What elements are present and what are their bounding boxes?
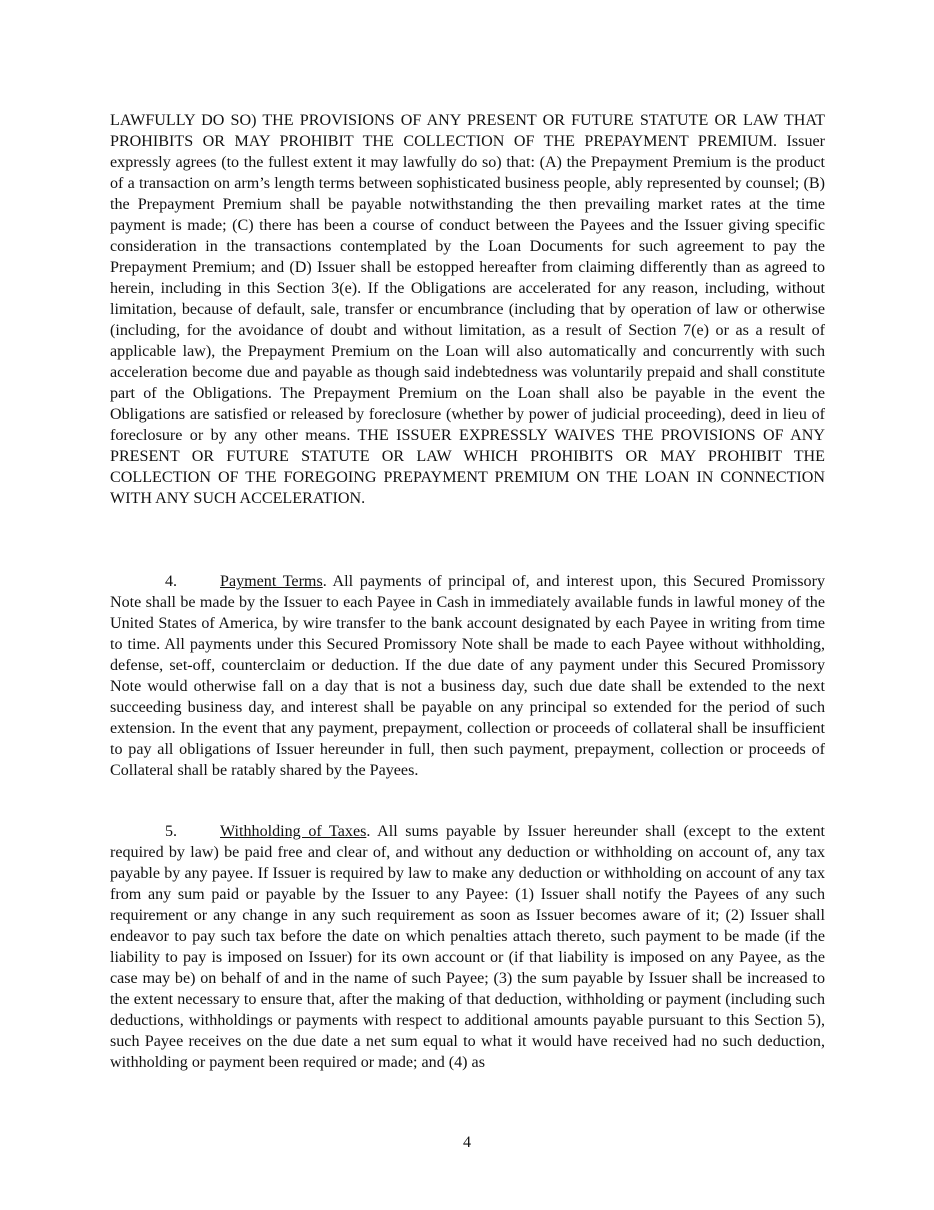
page-number: 4	[462, 1134, 472, 1151]
paragraph-prepayment-premium-continuation	[110, 110, 825, 509]
section-body: . All payments of principal of, and interest upon, this Secured Promissory Note shall be made by the Issuer to each Payee in Cash in immediately available funds in lawful money of the United States of America, by wire transfer to the bank account designated by each Payee in writing from time to time. All payments under this Secured Promissory Note shall be made to each Payee without withholding, defense, set-off, counterclaim or deduction. If the due date of any payment under this Secured Promissory Note would otherwise fall on a day that is not a business day, such due date shall be extended to the next succeeding business day, and interest shall be payable on any principal so extended for the period of such extension. In the event that any payment, prepayment, collection or proceeds of collateral shall be insufficient to pay all obligations of Issuer hereunder in full, then such payment, prepayment, collection or proceeds of Collateral shall be ratably shared by the Payees.	[110, 573, 825, 779]
section-5-withholding-of-taxes	[110, 821, 825, 1073]
section-number: 5.	[165, 823, 178, 840]
section-body: . All sums payable by Issuer hereunder shall (except to the extent required by law) be paid free and clear of, and without any deduction or withholding on account of, any tax payable by any payee. If Issuer is required by law to make any deduction or withholding on account of any tax from any sum paid or payable by the Issuer to any Payee: (1) Issuer shall notify the Payees of any such requirement or any change in any such requirement as soon as Issuer becomes aware of it; (2) Issuer shall endeavor to pay such tax before the date on which penalties attach thereto, such payment to be made (if the liability to pay is imposed on Issuer) for its own account or (if that liability is imposed on any Payee, as the case may be) on behalf of and in the name of such Payee; (3) the sum payable by Issuer shall be increased to the extent necessary to ensure that, after the making of that deduction, withholding or payment (including such deductions, withholdings or payments with respect to additional amounts payable pursuant to this Section 5), such Payee receives on the due date a net sum equal to what it would have received had no such deduction, withholding or payment been required or made; and (4) as	[110, 823, 825, 1071]
paragraph	[110, 821, 825, 1073]
paragraph-text: LAWFULLY DO SO) THE PROVISIONS OF ANY PRESENT OR FUTURE STATUTE OR LAW THAT PROHIBITS OR MAY PROHIBIT THE COLLECTION OF THE PREPAYMENT PREMIUM. Issuer expressly agrees (to the fullest extent it may lawfully do so) that: (A) the Prepayment Premium is the product of a transaction on arm’s length terms between sophisticated business people, ably represented by counsel; (B) the Prepayment Premium shall be payable notwithstanding the then prevailing market rates at the time payment is made; (C) there has been a course of conduct between the Payees and the Issuer giving specific consideration in the transactions contemplated by the Loan Documents for such agreement to pay the Prepayment Premium; and (D) Issuer shall be estopped hereafter from claiming differently than as agreed to herein, including in this Section 3(e). If the Obligations are accelerated for any reason, including, without limitation, because of default, sale, transfer or encumbrance (including that by operation of law or otherwise (including, for the avoidance of doubt and without limitation, as a result of Section 7(e) or as a result of applicable law), the Prepayment Premium on the Loan will also automatically and concurrently with such acceleration become due and payable as though said indebtedness was voluntarily prepaid and shall constitute part of the Obligations. The Prepayment Premium on the Loan shall also be payable in the event the Obligations are satisfied or released by foreclosure (whether by power of judicial proceeding), deed in lieu of foreclosure or by any other means. THE ISSUER EXPRESSLY WAIVES THE PROVISIONS OF ANY PRESENT OR FUTURE STATUTE OR LAW WHICH PROHIBITS OR MAY PROHIBIT THE COLLECTION OF THE FOREGOING PREPAYMENT PREMIUM ON THE LOAN IN CONNECTION WITH ANY SUCH ACCELERATION.	[110, 112, 825, 507]
section-4-payment-terms	[110, 571, 825, 781]
section-heading: Payment Terms	[220, 573, 323, 590]
section-heading: Withholding of Taxes	[220, 823, 367, 840]
paragraph	[110, 571, 825, 781]
section-number: 4.	[165, 573, 178, 590]
